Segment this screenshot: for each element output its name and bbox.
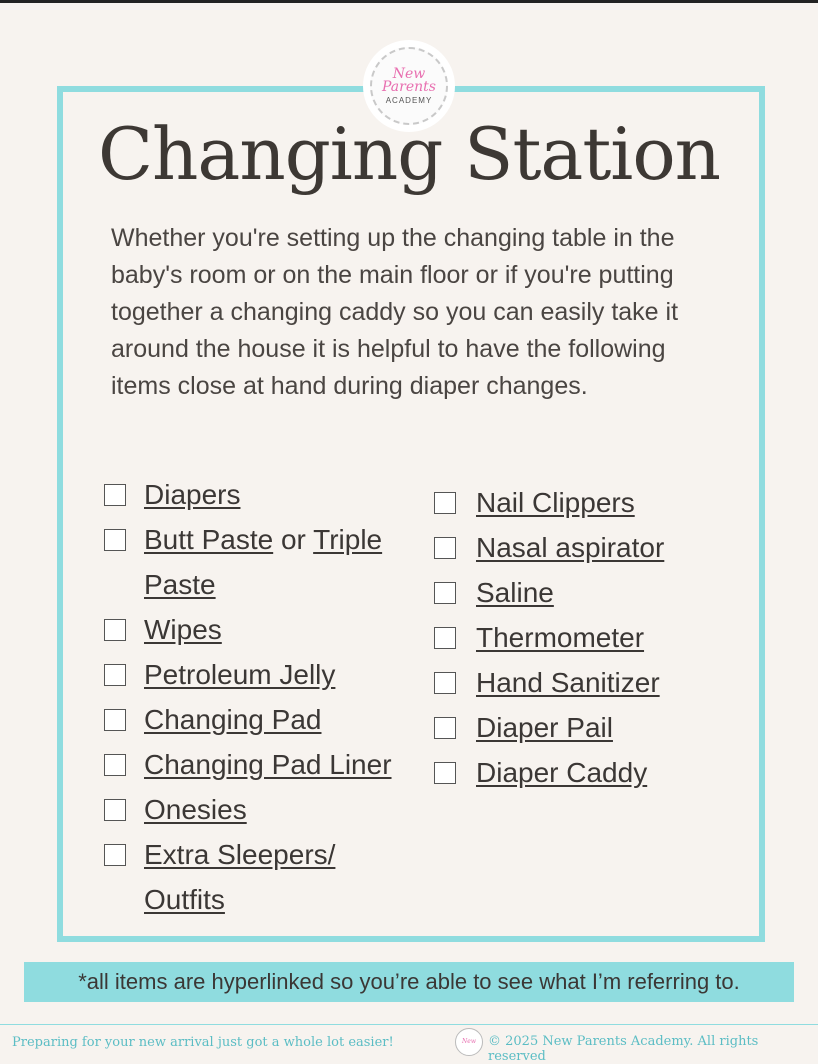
footer-logo-text: New: [462, 1038, 476, 1045]
item-link-changing-pad[interactable]: Changing Pad: [144, 704, 322, 735]
checkbox[interactable]: [434, 627, 456, 649]
checkbox[interactable]: [434, 492, 456, 514]
item-link-thermometer[interactable]: Thermometer: [476, 622, 645, 653]
footer-divider: [0, 1024, 818, 1025]
checkbox[interactable]: [434, 762, 456, 784]
logo-text-new: New: [392, 65, 426, 82]
item-link-triple-paste[interactable]: Triple Paste: [144, 524, 383, 600]
item-link-hand-sanitizer[interactable]: Hand Sanitizer: [476, 667, 660, 698]
logo-text-parents: Parents: [382, 78, 436, 95]
item-link-wipes[interactable]: Wipes: [144, 614, 222, 645]
checklist-item: [104, 832, 374, 922]
checkbox[interactable]: [104, 664, 126, 686]
checklist-item: [434, 570, 734, 615]
footer-copyright: © 2025 New Parents Academy. All rights reserved: [488, 1034, 759, 1064]
footer-logo-icon: [455, 1028, 483, 1056]
item-connector-or: or: [273, 524, 314, 555]
item-link-saline[interactable]: Saline: [476, 577, 554, 608]
item-link-extra-sleepers[interactable]: Extra Sleepers/ Outfits: [144, 839, 336, 915]
hyperlink-note: [24, 962, 794, 1002]
item-link-diaper-caddy[interactable]: Diaper Caddy: [476, 757, 648, 788]
checklist-item: [104, 472, 440, 517]
checkbox[interactable]: [104, 619, 126, 641]
checkbox[interactable]: [104, 709, 126, 731]
page-title: Changing Station: [97, 112, 721, 196]
checkbox[interactable]: [434, 717, 456, 739]
item-link-butt-paste[interactable]: Butt Paste: [144, 524, 274, 555]
checkbox[interactable]: [434, 582, 456, 604]
item-link-nasal-aspirator[interactable]: Nasal aspirator: [476, 532, 665, 563]
checklist-left-column: [104, 472, 440, 922]
checklist-item: [104, 517, 440, 607]
checklist-item: [434, 660, 734, 705]
checklist-item: [434, 750, 734, 795]
checkbox[interactable]: [104, 799, 126, 821]
checklist-item: [104, 697, 440, 742]
footer-tagline: Preparing for your new arrival just got a whole lot easier!: [12, 1035, 394, 1050]
checkbox[interactable]: [104, 754, 126, 776]
checkbox[interactable]: [104, 844, 126, 866]
checkbox[interactable]: [434, 537, 456, 559]
top-edge: [0, 0, 818, 3]
checklist-right-column: [434, 480, 734, 795]
checklist-item: [434, 480, 734, 525]
checklist-item: [434, 525, 734, 570]
hyperlink-note-text: *all items are hyperlinked so you’re able to see what I’m referring to.: [78, 969, 740, 994]
intro-paragraph: Whether you're setting up the changing table in the baby's room or on the main floor or if you're putting together a changing caddy so you can easily take it around the house it is helpful to have the following items close at hand during diaper changes.: [111, 224, 679, 400]
logo-text-academy: ACADEMY: [385, 95, 433, 105]
checklist-item: [104, 742, 440, 787]
checklist-item: [104, 787, 440, 832]
checklist-item: [104, 607, 440, 652]
checklist-item: [434, 705, 734, 750]
item-link-diaper-pail[interactable]: Diaper Pail: [476, 712, 613, 743]
checklist-item: [434, 615, 734, 660]
item-link-petroleum-jelly[interactable]: Petroleum Jelly: [144, 659, 336, 690]
checkbox[interactable]: [434, 672, 456, 694]
item-link-changing-pad-liner[interactable]: Changing Pad Liner: [144, 749, 392, 780]
item-link-nail-clippers[interactable]: Nail Clippers: [476, 487, 635, 518]
item-link-diapers[interactable]: Diapers: [144, 479, 241, 510]
checkbox[interactable]: [104, 484, 126, 506]
checkbox[interactable]: [104, 529, 126, 551]
item-link-onesies[interactable]: Onesies: [144, 794, 247, 825]
checklist-item: [104, 652, 440, 697]
